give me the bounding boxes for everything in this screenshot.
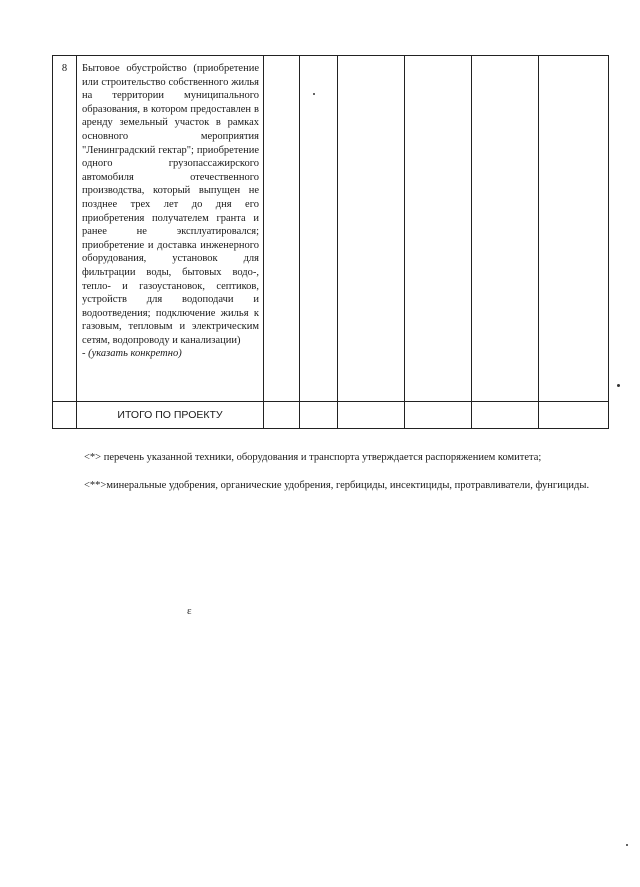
table-cell xyxy=(264,402,300,429)
table-cell xyxy=(405,402,472,429)
footnote-1: <*> перечень указанной техники, оборудования и транспорта утверждается распоряжением комитета; xyxy=(84,452,542,463)
table-row xyxy=(53,56,609,402)
footnote-2: <**>минеральные удобрения, органические удобрения, гербициды, инсектициды, протравливатели, фунгициды. xyxy=(84,480,590,491)
table-cell xyxy=(53,402,77,429)
table-cell xyxy=(338,56,405,402)
table-cell xyxy=(405,56,472,402)
row-number: 8 xyxy=(61,63,68,74)
row-number-cell xyxy=(53,56,77,402)
scan-mark: ɛ xyxy=(187,605,192,617)
table-cell xyxy=(300,402,338,429)
scan-speck xyxy=(617,384,620,387)
row-note: - (указать конкретно) xyxy=(82,348,182,360)
scan-speck xyxy=(626,844,628,846)
table-cell xyxy=(472,56,539,402)
table-cell xyxy=(472,402,539,429)
row-description-cell xyxy=(77,56,264,402)
table-cell xyxy=(539,56,609,402)
table-cell xyxy=(300,56,338,402)
table-cell xyxy=(264,56,300,402)
total-row xyxy=(53,402,609,429)
total-label: ИТОГО ПО ПРОЕКТУ xyxy=(77,402,264,429)
project-table xyxy=(52,55,609,429)
scan-speck xyxy=(313,93,315,95)
row-description: Бытовое обустройство (приобретение или строительство собственного жилья на территории муниципального образования, в котором предоставлен в аренду земельный участок в рамках основного мероприятия "Ленинградский гектар"; приобретение одного грузопассажирского автомобиля отечественного производства, который выпущен не позднее трех лет до дня его приобретения получателем гранта и ранее не эксплуатировался; приобретение и доставка инженерного оборудования, установок для фильтрации воды, бытовых водо-, тепло- и газоустановок, септиков, устройств для водоподачи и водоотведения; подключение жилья к газовым, тепловым и электрическим сетям, водопроводу и канализации) xyxy=(82,63,259,346)
table-cell xyxy=(539,402,609,429)
table-cell xyxy=(338,402,405,429)
